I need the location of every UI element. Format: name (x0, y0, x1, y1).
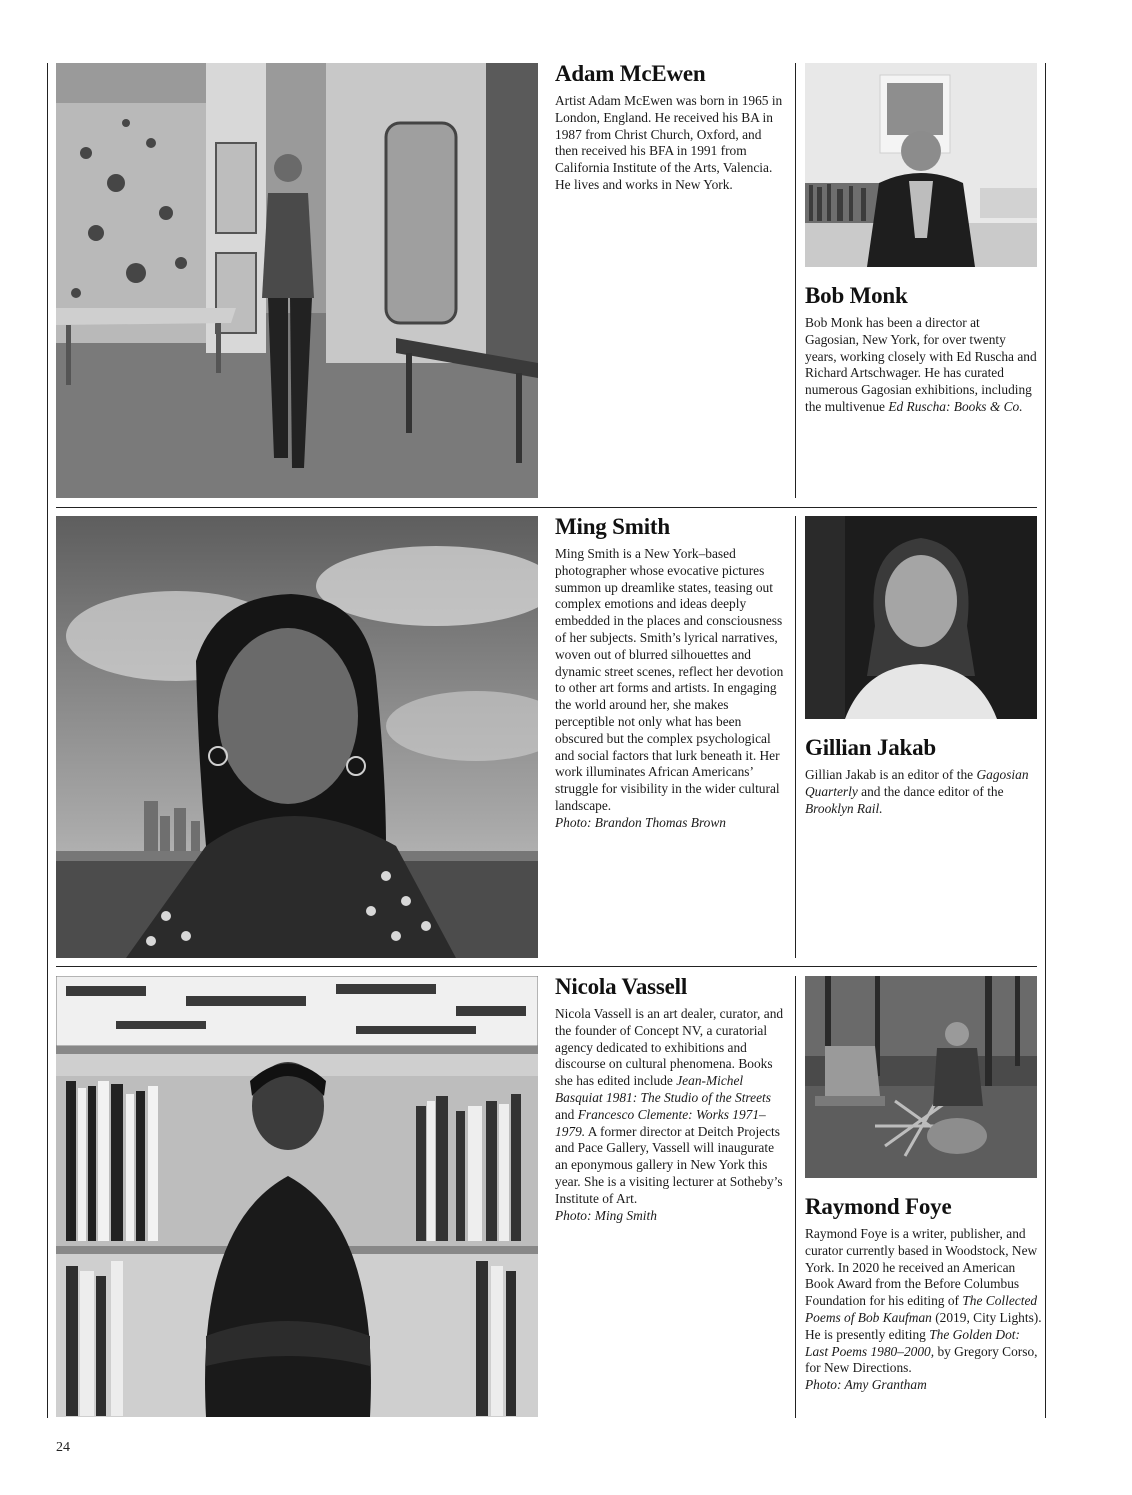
row-divider-1 (56, 507, 1037, 508)
nicola-vassell-photo (56, 976, 538, 1417)
raymond-foye-photo-credit: Photo: Amy Grantham (805, 1377, 927, 1393)
gillian-jakab-name: Gillian Jakab (805, 735, 936, 760)
raymond-foye-bio-title-1: The Collected Poems of Bob Kaufman (805, 1293, 1038, 1325)
adam-mcewen-name: Adam McEwen (555, 61, 706, 86)
bob-monk-bio (805, 315, 1037, 416)
nicola-vassell-name: Nicola Vassell (555, 974, 688, 999)
ming-smith-bio (555, 546, 787, 832)
raymond-foye-bio (805, 1226, 1043, 1394)
column-divider-bottom (795, 976, 796, 1418)
ming-smith-photo-credit: Photo: Brandon Thomas Brown (555, 814, 726, 830)
adam-mcewen-bio: Artist Adam McEwen was born in 1965 in London, England. He received his BA in 1987 from Christ Church, Oxford, and then received his BFA in 1991 from California Institute of the Arts, Valencia. He lives and works in New York. (555, 93, 783, 192)
gillian-jakab-bio-title-1: Gagosian Quarterly (805, 767, 1029, 799)
nicola-vassell-photo-credit: Photo: Ming Smith (555, 1207, 657, 1223)
raymond-foye-bio-b: (2019, City Lights). He is presently editing (805, 1309, 1042, 1342)
adam-mcewen-photo (56, 63, 538, 498)
raymond-foye-bio-title-2: The Golden Dot: Last Poems 1980–2000, (805, 1326, 1020, 1359)
row-divider-2 (56, 966, 1037, 967)
bob-monk-bio-title: Ed Ruscha: Books & Co. (888, 398, 1023, 414)
nicola-vassell-bio-a: Nicola Vassell is an art dealer, curator, and the founder of Concept NV, a curatorial agency dedicated to exhibitions and discourse on cultural phenomena. Books she has edited include (555, 1006, 784, 1089)
raymond-foye-photo (805, 976, 1037, 1178)
gillian-jakab-bio (805, 767, 1037, 817)
bob-monk-name: Bob Monk (805, 283, 908, 308)
gillian-jakab-bio-b: and the dance editor of the (861, 783, 1004, 799)
right-border-line (1045, 63, 1046, 1418)
raymond-foye-name: Raymond Foye (805, 1194, 952, 1219)
ming-smith-photo (56, 516, 538, 958)
nicola-vassell-bio-c: A former director at Deitch Projects and Pace Gallery, Vassell will inaugurate an eponymous gallery in New York this year. She is a visiting lecturer at Sotheby’s Institute of Art. (555, 1123, 783, 1206)
gillian-jakab-photo (805, 516, 1037, 719)
page-number: 24 (56, 1440, 70, 1455)
nicola-vassell-bio-b: and (555, 1106, 575, 1122)
nicola-vassell-bio-title-2: Francesco Clemente: Works 1971–1979. (555, 1106, 766, 1139)
nicola-vassell-bio (555, 1006, 787, 1224)
left-border-line (47, 63, 48, 1418)
nicola-vassell-bio-title-1: Jean-Michel Basquiat 1981: The Studio of the Streets (555, 1073, 771, 1105)
raymond-foye-bio-c: by Gregory Corso, for New Directions. (805, 1343, 1038, 1376)
raymond-foye-bio-a: Raymond Foye is a writer, publisher, and curator currently based in Woodstock, New York. In 2020 he received an American Book Award from the Before Columbus Foundation for his editing of (805, 1226, 1038, 1309)
ming-smith-bio-text: Ming Smith is a New York–based photographer whose evocative pictures summon up dreamlike states, teasing out complex emotions and ideas deeply embedded in the places and consciousness of her subjects. Smith’s lyrical narratives, woven out of blurred silhouettes and dynamic street scenes, reflect her devotion to other art forms and artists. In engaging the world around her, she makes perceptible not only what has been obscured but the complex psychological and social factors that lurk beneath it. Her work illuminates African Americans’ struggle for visibility in the wider cultural landscape. (555, 546, 784, 813)
column-divider-top (795, 63, 796, 498)
bob-monk-photo (805, 63, 1037, 267)
bob-monk-bio-text: Bob Monk has been a director at Gagosian, New York, for over twenty years, working closely with Ed Ruscha and Richard Artschwager. He has curated numerous Gagosian exhibitions, including the multivenue (805, 315, 1037, 414)
gillian-jakab-bio-title-2: Brooklyn Rail. (805, 800, 883, 816)
gillian-jakab-bio-a: Gillian Jakab is an editor of the (805, 767, 974, 782)
column-divider-middle (795, 516, 796, 958)
ming-smith-name: Ming Smith (555, 514, 670, 539)
